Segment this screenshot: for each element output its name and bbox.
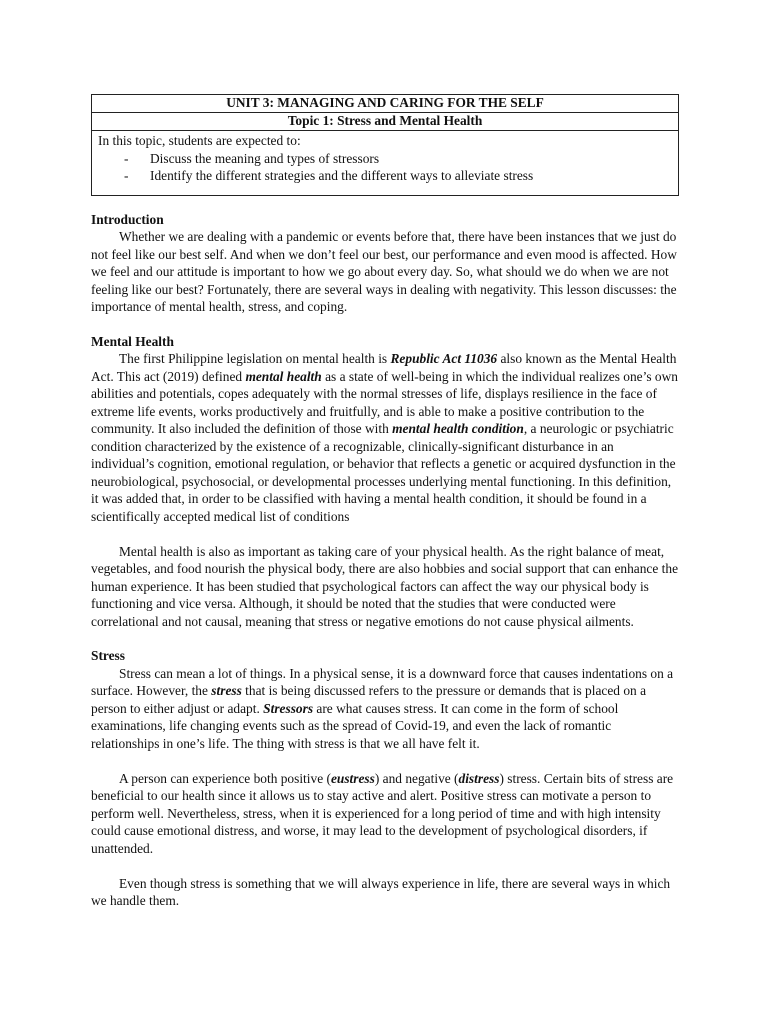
- text-run: also known as the Mental Health Act. This act (2019) defined: [91, 351, 677, 384]
- introduction-section: [91, 211, 679, 316]
- eustress-term: eustress: [330, 770, 375, 786]
- objectives-block: [92, 131, 678, 195]
- stress-heading: Stress: [91, 648, 125, 663]
- document-page: [91, 94, 679, 910]
- unit-title: UNIT 3: MANAGING AND CARING FOR THE SELF: [92, 95, 678, 113]
- text-run: ) and negative (: [374, 770, 459, 786]
- bullet-dash: -: [124, 168, 129, 183]
- objectives-intro: In this topic, students are expected to:: [98, 133, 301, 148]
- objective-text: Discuss the meaning and types of stressors: [150, 150, 380, 166]
- objective-item: [124, 150, 672, 168]
- text-run: A person can experience both positive (: [119, 770, 331, 786]
- mental-health-heading: Mental Health: [91, 333, 174, 349]
- text-run: as a state of well-being in which the individual realizes one’s own abilities and potentials, copes adequately with the normal stresses of life, displays resilience in the face of extreme life events, works productively and fruitfully, and is able to make a positive contribution to the community. It also included the definition of those with: [91, 368, 678, 436]
- mental-health-paragraph-1: [91, 350, 679, 525]
- topic-title: Topic 1: Stress and Mental Health: [92, 113, 678, 131]
- unit-header-box: [91, 94, 679, 196]
- stress-section: [91, 647, 679, 910]
- text-run: that is being discussed refers to the pressure or demands that is placed on a person to either adjust or adapt.: [91, 683, 647, 716]
- stress-paragraph-1: [91, 665, 679, 753]
- distress-term: distress: [458, 770, 500, 786]
- stressors-term: Stressors: [263, 700, 314, 716]
- stress-paragraph-3: Even though stress is something that we will always experience in life, there are several ways in which we handle them.: [91, 875, 671, 908]
- text-run: , a neurologic or psychiatric condition characterized by the existence of a recognizable, clinically-significant disturbance in an individual’s cognition, emotional regulation, or behavior that reflects a genetic or acquired dysfunction in the neurobiological, psychosocial, or developmental processes underlying mental functioning. In this definition, it was added that, in order to be classified with having a mental health condition, it should be found in a scientifically accepted medical list of conditions: [91, 421, 676, 524]
- text-run: ) stress. Certain bits of stress are beneficial to our health since it allows us to stay active and alert. Positive stress can motivate a person to perform well. Nevertheless, stress, when it is experienced for a long period of time and with high intensity could cause emotional distress, and worse, it may lead to the development of psychological disorders, if unattended.: [91, 770, 674, 856]
- text-run: are what causes stress. It can come in the form of school examinations, life changing events such as the spread of Covid-19, and even the lack of romantic relationships in one’s life. The thing with stress is that we all have felt it.: [91, 700, 619, 751]
- mental-health-section: [91, 333, 679, 631]
- mental-health-term: mental health: [245, 368, 322, 384]
- mental-health-condition-term: mental health condition: [392, 421, 524, 436]
- objective-item: [124, 167, 672, 185]
- bullet-dash: -: [124, 150, 129, 166]
- stress-term: stress: [211, 683, 242, 698]
- text-run: Stress can mean a lot of things. In a physical sense, it is a downward force that causes indentations on a surface. However, the: [91, 665, 674, 698]
- mental-health-paragraph-2: Mental health is also as important as taking care of your physical health. As the right balance of meat, vegetables, and food nourish the physical body, there are also hobbies and social support that can enhance the human experience. It has been studied that psychological factors can affect the way our physical body is functioning and vice versa. Although, it should be noted that the studies that were conducted were correlational and not causal, meaning that stress or negative emotions do not cause physical ailments.: [91, 543, 679, 629]
- objectives-list: [98, 150, 672, 185]
- stress-paragraph-2: [91, 770, 679, 858]
- introduction-heading: Introduction: [91, 211, 164, 227]
- introduction-paragraph: Whether we are dealing with a pandemic or events before that, there have been instances that we just do not feel like our best self. And when we don’t feel our best, our performance and even mood is affected. How we feel and our attitude is important to how we go about every day. So, what should we do when we are not feeling like our best? Fortunately, there are several ways in dealing with negativity. This lesson discusses: the importance of mental health, stress, and coping.: [91, 229, 677, 314]
- republic-act-term: Republic Act 11036: [390, 351, 498, 366]
- text-run: The first Philippine legislation on mental health is: [119, 351, 391, 366]
- objective-text: Identify the different strategies and the different ways to alleviate stress: [150, 168, 534, 183]
